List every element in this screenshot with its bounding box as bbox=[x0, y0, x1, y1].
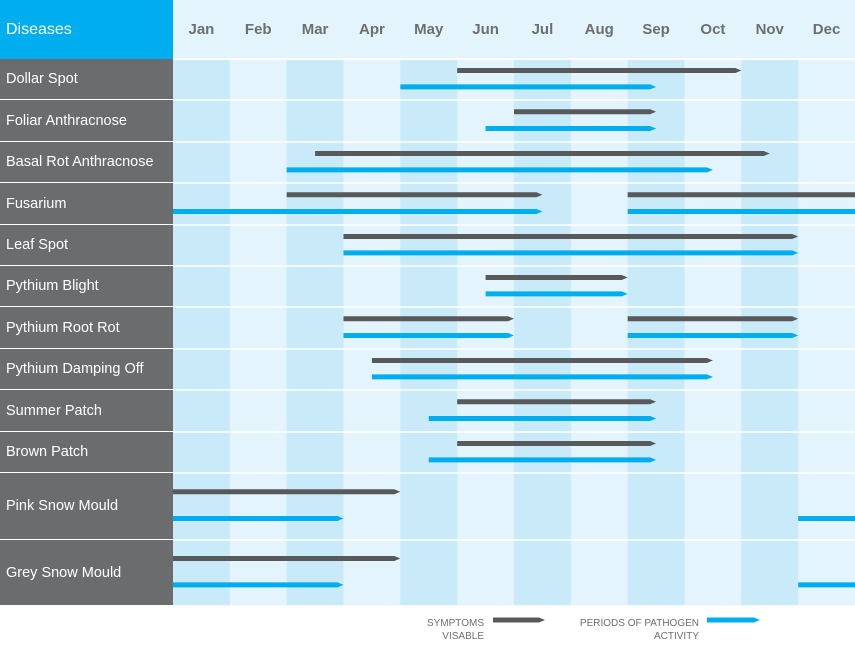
symptoms-bar bbox=[486, 275, 628, 280]
activity-bar bbox=[429, 457, 656, 462]
legend-activity-label: PERIODS OF PATHOGEN ACTIVITY bbox=[579, 618, 699, 642]
disease-label: Basal Rot Anthracnose bbox=[0, 142, 173, 182]
symptoms-bar bbox=[628, 316, 799, 321]
activity-bar bbox=[344, 333, 515, 338]
activity-bar bbox=[628, 333, 799, 338]
activity-bar bbox=[486, 291, 628, 296]
month-label-sep: Sep bbox=[642, 21, 670, 38]
month-column-bg bbox=[344, 59, 401, 606]
activity-bar bbox=[173, 582, 344, 587]
activity-bar bbox=[486, 126, 656, 131]
month-label-may: May bbox=[414, 21, 444, 38]
month-column-bg bbox=[457, 59, 514, 606]
month-column-bg bbox=[514, 59, 571, 606]
symptoms-bar bbox=[287, 192, 543, 197]
disease-label: Brown Patch bbox=[0, 432, 173, 472]
legend-symptoms-bar bbox=[493, 618, 545, 623]
disease-label: Foliar Anthracnose bbox=[0, 100, 173, 141]
disease-label: Pythium Damping Off bbox=[0, 349, 173, 389]
symptoms-bar bbox=[628, 192, 855, 197]
disease-label: Grey Snow Mould bbox=[0, 540, 173, 605]
month-label-jan: Jan bbox=[188, 21, 215, 38]
month-label-dec: Dec bbox=[812, 21, 841, 38]
symptoms-bar bbox=[457, 68, 741, 73]
activity-bar bbox=[628, 209, 855, 214]
month-label-jul: Jul bbox=[531, 21, 554, 38]
month-label-oct: Oct bbox=[700, 21, 726, 38]
symptoms-bar bbox=[173, 556, 400, 561]
month-column-bg bbox=[741, 59, 798, 606]
symptoms-bar bbox=[372, 358, 713, 363]
disease-label: Pythium Blight bbox=[0, 266, 173, 306]
month-column-bg bbox=[173, 59, 230, 606]
month-column-bg bbox=[798, 59, 855, 606]
symptoms-bar bbox=[514, 109, 656, 114]
symptoms-bar bbox=[457, 441, 656, 446]
disease-label: Pink Snow Mould bbox=[0, 473, 173, 539]
month-column-bg bbox=[400, 59, 457, 606]
legend-symptoms-label: SYMPTOMS VISABLE bbox=[426, 618, 484, 642]
symptoms-bar bbox=[173, 489, 400, 494]
activity-bar bbox=[429, 416, 656, 421]
month-label-feb: Feb bbox=[244, 21, 272, 38]
month-label-jun: Jun bbox=[472, 21, 499, 38]
disease-label: Summer Patch bbox=[0, 390, 173, 431]
diseases-header-label: Diseases bbox=[6, 20, 72, 38]
activity-bar bbox=[287, 167, 713, 172]
activity-bar bbox=[173, 516, 344, 521]
month-column-bg bbox=[287, 59, 344, 606]
month-label-mar: Mar bbox=[301, 21, 329, 38]
month-column-bg bbox=[571, 59, 628, 606]
activity-bar bbox=[798, 516, 855, 521]
month-label-aug: Aug bbox=[584, 21, 614, 38]
legend-activity-bar bbox=[707, 618, 760, 623]
symptoms-bar bbox=[344, 234, 799, 239]
activity-bar bbox=[173, 209, 542, 214]
activity-bar bbox=[400, 84, 656, 89]
month-column-bg bbox=[628, 59, 685, 606]
symptoms-bar bbox=[344, 316, 515, 321]
disease-label: Fusarium bbox=[0, 183, 173, 224]
disease-label: Pythium Root Rot bbox=[0, 307, 173, 348]
symptoms-bar bbox=[457, 399, 656, 404]
month-label-apr: Apr bbox=[358, 21, 385, 38]
diseases-header bbox=[0, 0, 173, 59]
month-label-nov: Nov bbox=[755, 21, 784, 38]
activity-bar bbox=[798, 582, 855, 587]
disease-label: Leaf Spot bbox=[0, 225, 173, 265]
month-column-bg bbox=[685, 59, 742, 606]
activity-bar bbox=[344, 250, 799, 255]
month-column-bg bbox=[230, 59, 287, 606]
activity-bar bbox=[372, 374, 713, 379]
disease-label: Dollar Spot bbox=[0, 59, 173, 99]
symptoms-bar bbox=[315, 151, 770, 156]
